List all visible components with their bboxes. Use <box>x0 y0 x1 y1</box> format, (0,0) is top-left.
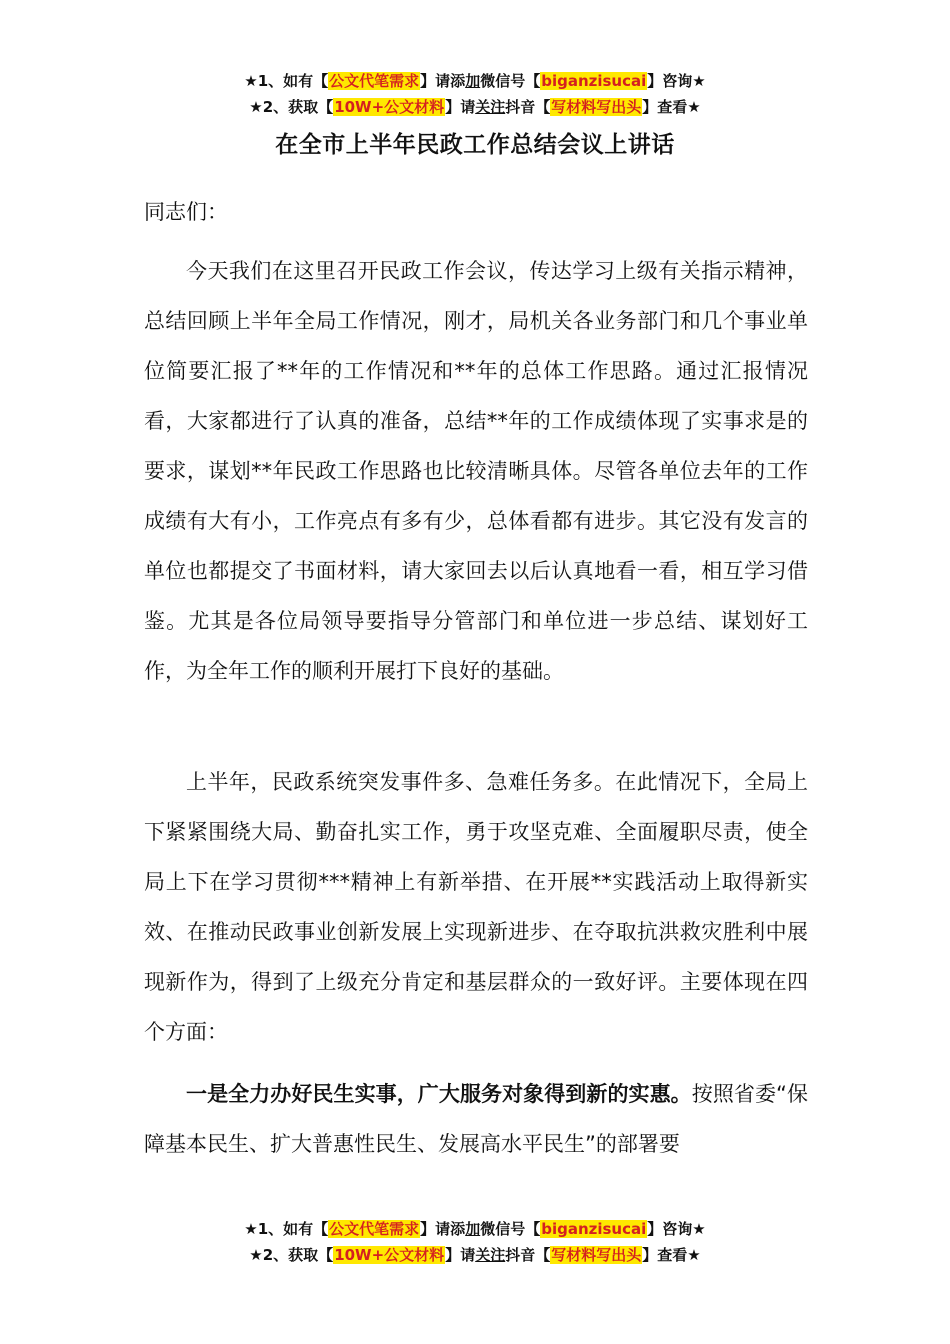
banner-text: ★1、如有【 <box>244 1220 329 1238</box>
banner-line-1 <box>0 1216 950 1242</box>
underline-text: 关注 <box>475 98 506 116</box>
banner-text: 】咨询★ <box>647 72 706 90</box>
banner-text: 】请添 <box>420 1220 466 1238</box>
banner-text: 】查看★ <box>642 1246 701 1264</box>
banner-text: ★1、如有【 <box>244 72 329 90</box>
footer-banner <box>0 1216 950 1268</box>
paragraph-3 <box>144 1069 808 1169</box>
underline-text: 关注 <box>475 1246 506 1264</box>
banner-text: ★2、获取【 <box>249 98 334 116</box>
underline-text: 加 <box>465 1220 481 1238</box>
highlight-service: 公文代笔需求 <box>329 1220 420 1238</box>
paragraph-3-lead: 一是全力办好民生实事，广大服务对象得到新的实惠。 <box>186 1082 692 1106</box>
highlight-materials: 10W+公文材料 <box>334 98 445 116</box>
highlight-douyin: 写材料写出头 <box>551 1246 642 1264</box>
banner-text: 】请添 <box>420 72 466 90</box>
highlight-materials: 10W+公文材料 <box>334 1246 445 1264</box>
underline-text: 加 <box>465 72 481 90</box>
banner-text: 】咨询★ <box>647 1220 706 1238</box>
paragraph-3-body: 按照省委“保障基本民生、扩大普惠性民生、发展高水平民生”的部署要 <box>144 1082 808 1156</box>
document-title: 在全市上半年民政工作总结会议上讲话 <box>275 132 675 158</box>
banner-text: 微信号【 <box>480 1220 541 1238</box>
banner-line-1 <box>0 68 950 94</box>
paragraph-2: 上半年，民政系统突发事件多、急难任务多。在此情况下，全局上下紧紧围绕大局、勤奋扎实工作，勇于攻坚克难、全面履职尽责，使全局上下在学习贯彻***精神上有新举措、在开展**实践活动上取得新实效、在推动民政事业创新发展上实现新进步、在夺取抗洪救灾胜利中展现新作为，得到了上级充分肯定和基层群众的一致好评。主要体现在四个方面： <box>144 770 808 1044</box>
header-banner <box>0 68 950 120</box>
salutation: 同志们： <box>144 200 228 224</box>
banner-text: ★2、获取【 <box>249 1246 334 1264</box>
banner-text: 抖音【 <box>505 1246 551 1264</box>
banner-text: 】请 <box>445 1246 476 1264</box>
banner-line-2 <box>0 1242 950 1268</box>
banner-text: 微信号【 <box>480 72 541 90</box>
highlight-wechat-id: biganzisucai <box>541 72 647 90</box>
highlight-douyin: 写材料写出头 <box>551 98 642 116</box>
banner-text: 】请 <box>445 98 476 116</box>
paragraph-1: 今天我们在这里召开民政工作会议，传达学习上级有关指示精神，总结回顾上半年全局工作情况，刚才，局机关各业务部门和几个事业单位简要汇报了**年的工作情况和**年的总体工作思路。通过汇报情况看，大家都进行了认真的准备，总结**年的工作成绩体现了实事求是的要求，谋划**年民政工作思路也比较清晰具体。尽管各单位去年的工作成绩有大有小，工作亮点有多有少，总体看都有进步。其它没有发言的单位也都提交了书面材料，请大家回去以后认真地看一看，相互学习借鉴。尤其是各位局领导要指导分管部门和单位进一步总结、谋划好工作，为全年工作的顺利开展打下良好的基础。 <box>144 259 808 683</box>
banner-text: 】查看★ <box>642 98 701 116</box>
banner-line-2 <box>0 94 950 120</box>
banner-text: 抖音【 <box>505 98 551 116</box>
highlight-wechat-id: biganzisucai <box>541 1220 647 1238</box>
highlight-service: 公文代笔需求 <box>329 72 420 90</box>
